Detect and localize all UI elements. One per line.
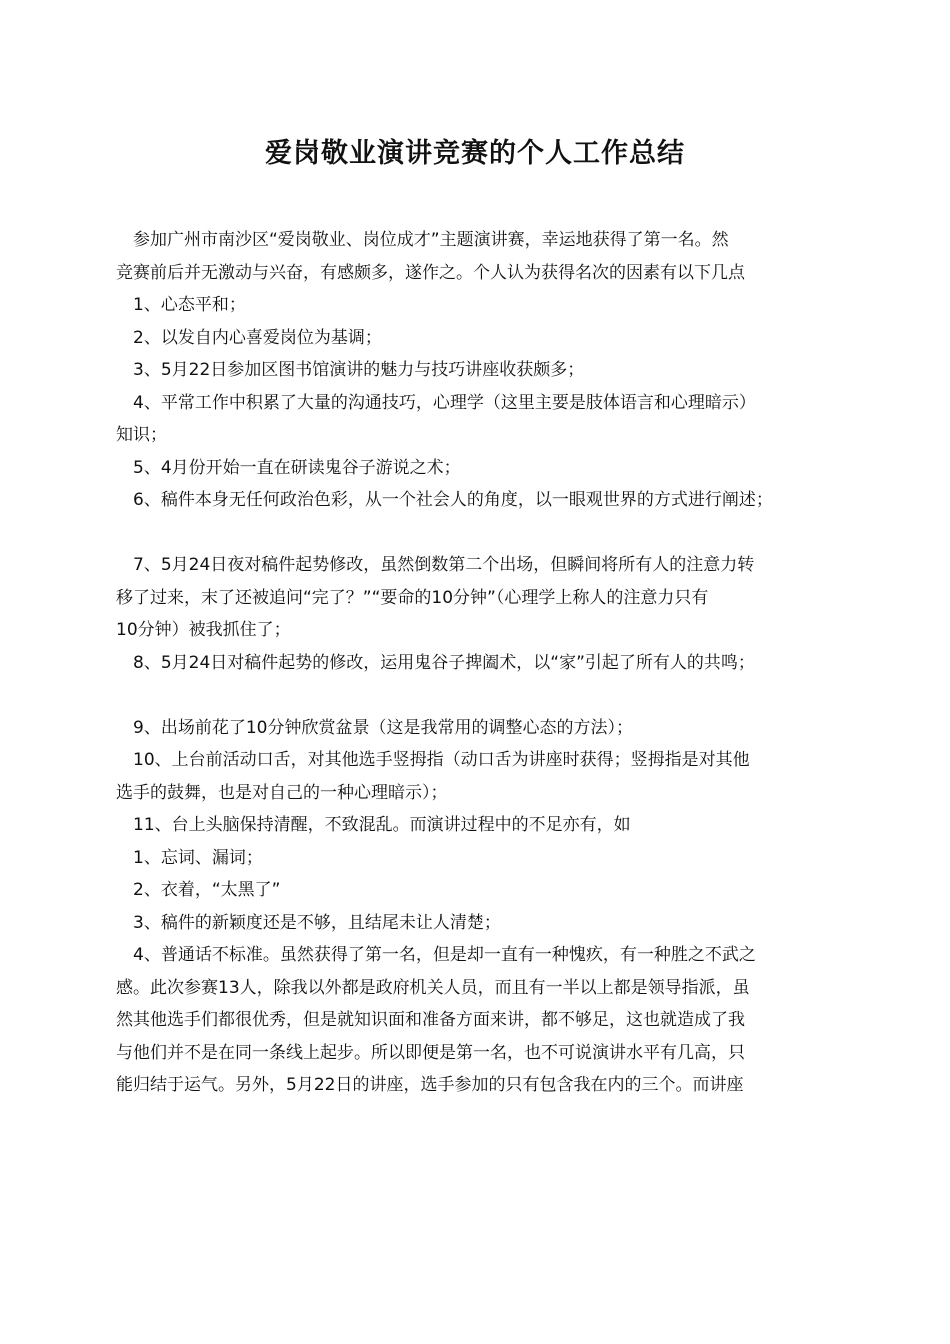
list-item: 3、稿件的新颖度还是不够，且结尾未让人清楚；: [133, 912, 501, 933]
paragraph-line: 竞赛前后并无激动与兴奋，有感颇多，遂作之。个人认为获得名次的因素有以下几点: [116, 262, 745, 283]
list-item-continuation: 知识；: [116, 425, 167, 445]
list-item-continuation: 10分钟）被我抓住了；: [116, 620, 291, 640]
list-item: 10、上台前活动口舌，对其他选手竖拇指（动口舌为讲座时获得；竖拇指是对其他: [133, 750, 750, 770]
list-item: 1、忘词、漏词；: [133, 847, 263, 868]
blank-line: [116, 517, 838, 550]
list-item: 4、平常工作中积累了大量的沟通技巧，心理学（这里主要是肢体语言和心理暗示）: [133, 392, 756, 413]
document-title: 爱岗敬业演讲竞赛的个人工作总结: [265, 138, 685, 169]
paragraph-line: 参加广州市南沙区“爱岗敬业、岗位成才”主题演讲赛，幸运地获得了第一名。然: [133, 230, 729, 250]
list-item-continuation: 选手的鼓舞，也是对自己的一种心理暗示）；: [116, 782, 448, 803]
list-item: 4、普通话不标准。虽然获得了第一名，但是却一直有一种愧疚，有一种胜之不武之: [133, 945, 756, 965]
list-item-continuation: 感。此次参赛13人，除我以外都是政府机关人员，而且有一半以上都是领导指派，虽: [116, 977, 750, 998]
list-item: 5、4月份开始一直在研读鬼谷子游说之术；: [133, 457, 461, 478]
list-item-continuation: 能归结于运气。另外，5月22日的讲座，选手参加的只有包含我在内的三个。而讲座: [116, 1075, 744, 1095]
list-item: 11、台上头脑保持清醒，不致混乱。而演讲过程中的不足亦有，如: [133, 815, 631, 835]
list-item: 8、5月24日对稿件起势的修改，运用鬼谷子捭阖术，以“家”引起了所有人的共鸣；: [133, 652, 755, 673]
list-item-continuation: 然其他选手们都很优秀，但是就知识面和准备方面来讲，都不够足，这也就造成了我: [116, 1010, 745, 1030]
blank-line: [116, 679, 838, 712]
list-item-continuation: 与他们并不是在同一条线上起步。所以即便是第一名，也不可说演讲水平有几高，只: [116, 1042, 745, 1063]
list-item: 7、5月24日夜对稿件起势修改，虽然倒数第二个出场，但瞬间将所有人的注意力转: [133, 555, 755, 575]
list-item: 2、衣着，“太黑了”: [133, 880, 281, 900]
list-item: 3、5月22日参加区图书馆演讲的魅力与技巧讲座收获颇多；: [133, 360, 585, 380]
list-item: 1、心态平和；: [133, 295, 246, 315]
list-item: 6、稿件本身无任何政治色彩，从一个社会人的角度，以一眼观世界的方式进行阐述；: [133, 490, 773, 510]
list-item: 2、以发自内心喜爱岗位为基调；: [133, 327, 382, 348]
list-item: 9、出场前花了10分钟欣赏盆景（这是我常用的调整心态的方法）；: [133, 717, 633, 738]
document-body: [116, 224, 838, 1102]
list-item-continuation: 移了过来，末了还被追问“完了？”“要命的10分钟”（心理学上称人的注意力只有: [116, 587, 709, 608]
